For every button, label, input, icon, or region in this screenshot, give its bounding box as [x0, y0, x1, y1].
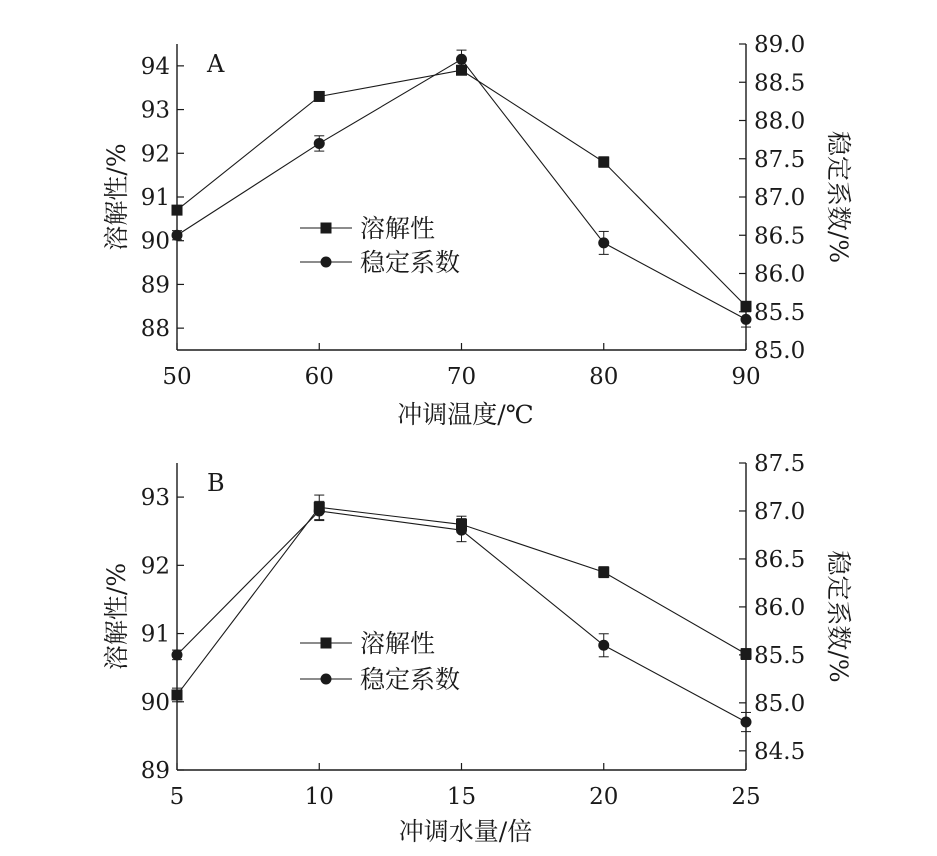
- x-tick-label: 70: [446, 364, 477, 390]
- y-right-tick-label: 86.0: [754, 261, 806, 288]
- data-point-square: [598, 157, 609, 168]
- x-tick-label: 15: [446, 784, 477, 810]
- data-point-square: [172, 689, 183, 700]
- y-right-tick-label: 86.5: [754, 223, 806, 250]
- data-point-circle: [172, 649, 183, 660]
- y-right-tick-label: 88.5: [754, 70, 806, 97]
- y-right-tick-label: 85.0: [754, 690, 806, 717]
- legend-marker-circle: [321, 674, 332, 685]
- y-right-tick-label: 86.0: [754, 594, 806, 621]
- y-left-tick-label: 89: [140, 272, 170, 299]
- y-left-tick-label: 92: [140, 553, 170, 580]
- x-tick-label: 90: [731, 364, 761, 390]
- data-point-circle: [456, 525, 467, 536]
- legend-label: 溶解性: [360, 629, 436, 658]
- data-point-circle: [314, 505, 325, 516]
- x-tick-label: 60: [304, 364, 334, 390]
- legend-label: 溶解性: [360, 214, 436, 243]
- y-left-axis-title: 溶解性/%: [102, 562, 131, 671]
- y-right-tick-label: 87.5: [754, 146, 806, 173]
- y-left-tick-label: 93: [140, 97, 170, 124]
- x-axis-title: 冲调温度/℃: [397, 400, 534, 429]
- data-point-circle: [456, 54, 467, 65]
- y-left-tick-label: 94: [140, 53, 170, 80]
- data-point-circle: [598, 640, 609, 651]
- y-left-tick-label: 89: [140, 758, 170, 784]
- y-right-tick-label: 87.5: [754, 451, 806, 477]
- panel-a: [102, 32, 853, 429]
- y-left-tick-label: 90: [140, 689, 170, 716]
- series-line: [177, 59, 746, 319]
- y-right-tick-label: 85.0: [754, 338, 806, 364]
- data-point-circle: [741, 314, 752, 325]
- legend-label: 稳定系数: [360, 248, 461, 277]
- data-point-circle: [598, 237, 609, 248]
- legend-marker-circle: [321, 257, 332, 268]
- legend-marker-square: [321, 638, 332, 649]
- x-tick-label: 25: [731, 784, 761, 810]
- y-right-tick-label: 84.5: [754, 738, 806, 765]
- y-right-tick-label: 85.5: [754, 299, 806, 326]
- data-point-square: [741, 301, 752, 312]
- data-point-square: [598, 567, 609, 578]
- x-tick-label: 5: [169, 784, 185, 810]
- data-point-square: [314, 91, 325, 102]
- panel-letter: B: [207, 469, 225, 497]
- x-tick-label: 20: [589, 784, 619, 810]
- y-left-tick-label: 91: [140, 185, 170, 211]
- panel-letter: A: [207, 50, 225, 78]
- data-point-circle: [741, 717, 752, 728]
- data-point-circle: [314, 138, 325, 149]
- panel-b: [102, 451, 853, 846]
- series-line: [177, 70, 746, 306]
- legend-marker-square: [321, 223, 332, 234]
- data-point-circle: [172, 230, 183, 241]
- data-point-square: [741, 649, 752, 660]
- y-left-tick-label: 91: [140, 621, 170, 648]
- y-left-tick-label: 93: [140, 485, 170, 512]
- data-point-square: [172, 205, 183, 216]
- y-right-tick-label: 87.0: [754, 498, 806, 525]
- y-right-axis-title: 稳定系数/%: [824, 550, 853, 683]
- y-right-axis-title: 稳定系数/%: [824, 130, 853, 264]
- y-left-tick-label: 92: [140, 141, 170, 168]
- y-right-tick-label: 88.0: [754, 108, 806, 135]
- y-left-tick-label: 90: [140, 228, 170, 255]
- y-right-tick-label: 85.5: [754, 642, 806, 669]
- y-right-tick-label: 86.5: [754, 546, 806, 573]
- y-left-tick-label: 88: [140, 316, 170, 343]
- y-right-tick-label: 89.0: [754, 32, 806, 58]
- series-line: [177, 511, 746, 722]
- x-tick-label: 10: [304, 784, 334, 810]
- x-axis-title: 冲调水量/倍: [398, 817, 533, 846]
- x-tick-label: 50: [162, 364, 192, 390]
- y-left-axis-title: 溶解性/%: [102, 143, 131, 251]
- x-tick-label: 80: [589, 364, 619, 390]
- legend-label: 稳定系数: [360, 665, 461, 694]
- y-right-tick-label: 87.0: [754, 185, 806, 211]
